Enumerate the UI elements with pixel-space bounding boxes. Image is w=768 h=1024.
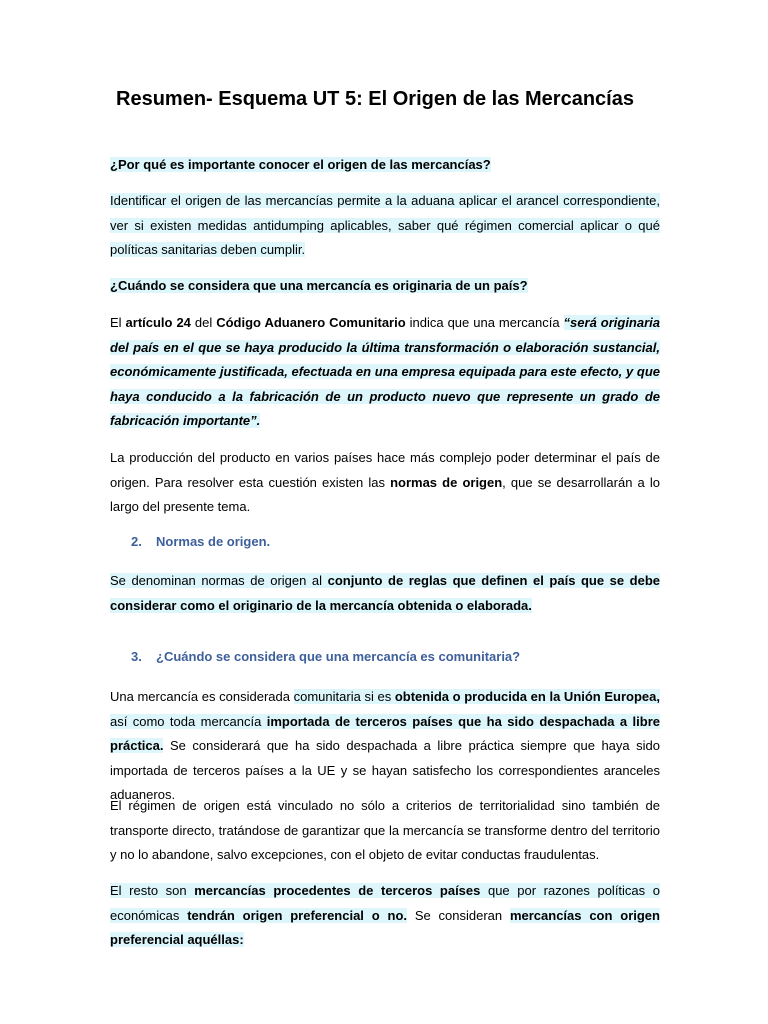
section-heading-comunitaria bbox=[131, 649, 520, 664]
answer-importance-text: Identificar el origen de las mercancías permite a la aduana aplicar el arancel correspondiente, ver si existen medidas antidumping aplicables, saber qué régimen comercial aplicar o qué políticas sanitarias deben cumplir. bbox=[110, 193, 660, 257]
section-number: 3. bbox=[131, 649, 142, 664]
art-text-3: indica que una mercancía bbox=[405, 315, 564, 330]
resto-terceros: mercancías procedentes de terceros países bbox=[194, 883, 481, 898]
resto-text-3: Se consideran bbox=[407, 907, 510, 923]
regimen-text: El régimen de origen está vinculado no sólo a criterios de territorialidad sino también de transporte directo, tratándose de garantizar que la mercancía se transforme dentro del territorio y no lo abandone, salvo excepciones, con el objeto de evitar conductas fraudulentas. bbox=[110, 798, 660, 862]
question-originaria-text: ¿Cuándo se considera que una mercancía es originaria de un país? bbox=[110, 278, 528, 293]
question-importance bbox=[110, 153, 660, 178]
page-title: Resumen- Esquema UT 5: El Origen de las Mercancías bbox=[116, 88, 634, 110]
com-obtenida: obtenida o producida en la Unión Europea, bbox=[394, 689, 661, 704]
paragraph-resto bbox=[110, 879, 660, 953]
section-label: Normas de origen. bbox=[156, 534, 271, 549]
question-originaria bbox=[110, 274, 660, 299]
paragraph-regimen bbox=[110, 794, 660, 868]
paragraph-produccion bbox=[110, 446, 660, 520]
normas-definition: conjunto de reglas que definen el país que se debe considerar como el originario de la mercancía obtenida o elaborada. bbox=[110, 573, 660, 613]
com-importada: importada de terceros países que ha sido despachada a libre práctica. bbox=[110, 713, 660, 753]
resto-text-1: El resto son bbox=[110, 883, 195, 898]
resto-origen-preferencial: mercancías con origen preferencial aquéllas: bbox=[110, 907, 660, 947]
prod-normas: normas de origen bbox=[390, 474, 503, 490]
art-text-1: El bbox=[110, 315, 126, 330]
question-importance-text: ¿Por qué es importante conocer el origen de las mercancías? bbox=[110, 157, 491, 172]
normas-text-1: Se denominan normas de origen al bbox=[110, 573, 328, 588]
answer-importance bbox=[110, 189, 660, 263]
section-label: ¿Cuándo se considera que una mercancía es comunitaria? bbox=[156, 649, 521, 664]
com-text-2: comunitaria si es bbox=[293, 689, 395, 704]
paragraph-comunitaria bbox=[110, 685, 660, 808]
com-text-3: así como toda mercancía bbox=[110, 713, 267, 729]
resto-preferencial: tendrán origen preferencial o no. bbox=[187, 907, 407, 923]
art-reference: artículo 24 bbox=[125, 315, 191, 330]
resto-text-2: que por razones políticas o económicas bbox=[110, 883, 660, 923]
paragraph-normas-definicion bbox=[110, 569, 660, 618]
com-text-1: Una mercancía es considerada bbox=[110, 689, 294, 704]
prod-text-1: La producción del producto en varios países hace más complejo poder determinar el país de origen. Para resolver esta cuestión existen las bbox=[110, 450, 660, 490]
paragraph-articulo-24 bbox=[110, 311, 660, 434]
art-text-2: del bbox=[190, 315, 217, 330]
prod-text-2: , que se desarrollarán a lo largo del presente tema. bbox=[110, 474, 661, 514]
art-quote: “será originaria del país en el que se haya producido la última transformación o elaboración sustancial, económicamente justificada, efectuada en una empresa equipada para este efecto, y que haya conducido a la fabricación de un producto nuevo que represente un grado de fabricación importante”. bbox=[110, 315, 660, 428]
com-text-4: Se considerará que ha sido despachada a libre práctica siempre que haya sido importada de terceros países a la UE y se hayan satisfecho los correspondientes aranceles aduaneros. bbox=[110, 738, 660, 802]
section-number: 2. bbox=[131, 534, 142, 549]
code-reference: Código Aduanero Comunitario bbox=[216, 315, 406, 330]
section-heading-normas bbox=[131, 534, 270, 549]
